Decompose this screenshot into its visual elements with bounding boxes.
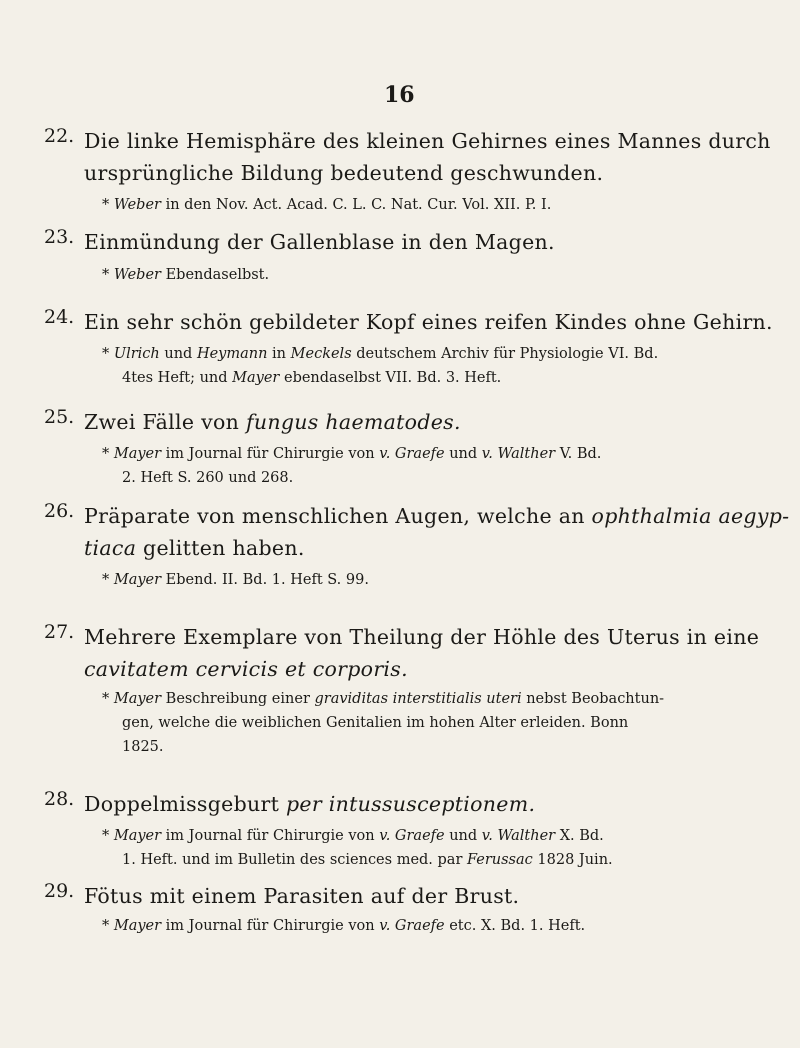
entry-reference: * Weber in den Nov. Act. Acad. C. L. C. Nat. Cur. Vol. XII. P. I.	[102, 197, 552, 213]
reference-author: Weber	[113, 267, 161, 283]
entry-reference: * Mayer Beschreibung einer graviditas interstitialis uteri nebst Beobachtun- gen, welche die weiblichen Genitalien im hohen Alter erleiden. Bonn 1825.	[102, 691, 665, 755]
entry-reference: * Ulrich und Heymann in Meckels deutschem Archiv für Physiologie VI. Bd. 4tes Heft; und Mayer ebendaselbst VII. Bd. 3. Heft.	[102, 346, 659, 386]
entry-reference: * Weber Ebendaselbst.	[102, 267, 270, 283]
entry-number: 22.	[44, 125, 75, 147]
entry-title: Doppelmissgeburt per intussusceptionem.	[84, 792, 536, 816]
entry-number: 29.	[44, 880, 75, 902]
entry-number: 28.	[44, 788, 75, 810]
entry-number: 23.	[44, 226, 75, 248]
entry-number: 25.	[44, 406, 75, 428]
entry-reference: * Mayer im Journal für Chirurgie von v. Graefe und v. Walther X. Bd. 1. Heft. und im Bulletin des sciences med. par Ferussac 1828 Juin.	[102, 828, 613, 868]
entry-number: 27.	[44, 621, 75, 643]
page-number: 16	[384, 82, 415, 108]
entry-title	[84, 125, 774, 189]
entry-title	[84, 226, 774, 258]
entry-reference: * Mayer im Journal für Chirurgie von v. Graefe und v. Walther V. Bd. 2. Heft S. 260 und 268.	[102, 446, 602, 486]
title-line: Einmündung der Gallenblase in den Magen.	[84, 230, 555, 254]
entry-reference: * Mayer im Journal für Chirurgie von v. Graefe etc. X. Bd. 1. Heft.	[102, 918, 586, 934]
entry-title	[84, 306, 774, 338]
entry-number: 26.	[44, 500, 75, 522]
title-line: Ein sehr schön gebildeter Kopf eines reifen Kindes ohne Gehirn.	[84, 310, 773, 334]
entry-title: Zwei Fälle von fungus haematodes.	[84, 410, 461, 434]
entry-title: Mehrere Exemplare von Theilung der Höhle des Uterus in eine cavitatem cervicis et corporis.	[84, 625, 760, 681]
title-line: Die linke Hemisphäre des kleinen Gehirnes eines Mannes durch	[84, 129, 771, 153]
title-line: ursprüngliche Bildung bedeutend geschwunden.	[84, 161, 604, 185]
entry-title: Fötus mit einem Parasiten auf der Brust.	[84, 884, 520, 908]
entry-number: 24.	[44, 306, 75, 328]
entry-title: Präparate von menschlichen Augen, welche an ophthalmia aegyp- tiaca gelitten haben.	[84, 504, 790, 560]
reference-author: Weber	[113, 197, 161, 213]
entry-reference: * Mayer Ebend. II. Bd. 1. Heft S. 99.	[102, 572, 369, 588]
